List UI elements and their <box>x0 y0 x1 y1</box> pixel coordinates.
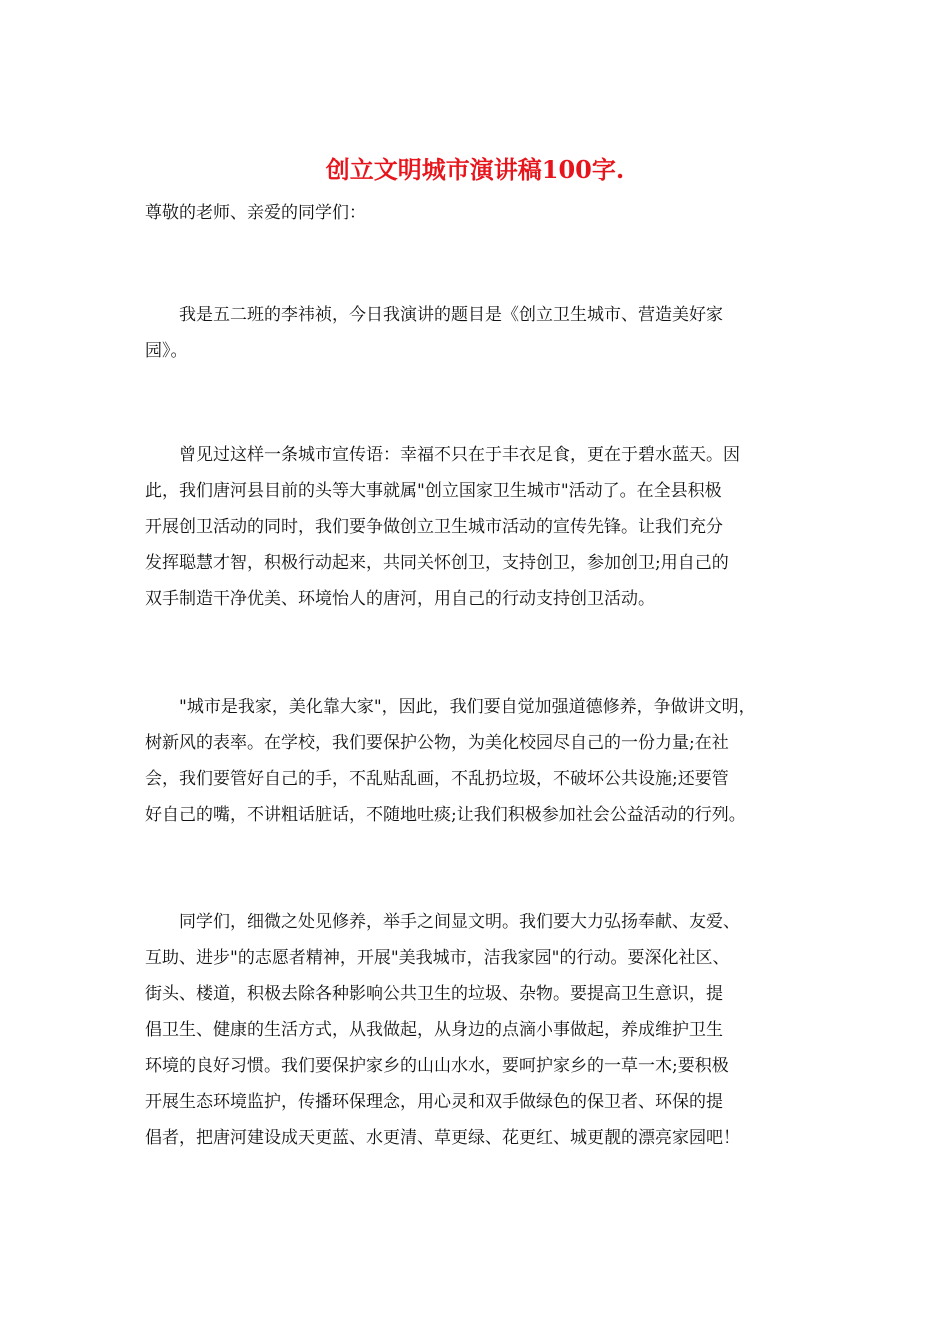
paragraph-line: 倡卫生、健康的生活方式，从我做起，从身边的点滴小事做起，养成维护卫生 <box>145 1020 723 1040</box>
paragraph-2 <box>145 437 825 617</box>
paragraph-line: 好自己的嘴，不讲粗话脏话，不随地吐痰;让我们积极参加社会公益活动的行列。 <box>145 805 746 825</box>
paragraph-line: 开展创卫活动的同时，我们要争做创立卫生城市活动的宣传先锋。让我们充分 <box>145 517 723 537</box>
paragraph-1 <box>145 297 825 369</box>
paragraph-line: 街头、楼道，积极去除各种影响公共卫生的垃圾、杂物。要提高卫生意识，提 <box>145 984 723 1004</box>
paragraph-line: 会，我们要管好自己的手，不乱贴乱画，不乱扔垃圾，不破坏公共设施;还要管 <box>145 769 729 789</box>
paragraph-line: 发挥聪慧才智，积极行动起来，共同关怀创卫，支持创卫，参加创卫;用自己的 <box>145 553 729 573</box>
paragraph-line: 环境的良好习惯。我们要保护家乡的山山水水，要呵护家乡的一草一木;要积极 <box>145 1056 729 1076</box>
paragraph-line: 倡者，把唐河建设成天更蓝、水更清、草更绿、花更红、城更靓的漂亮家园吧！ <box>145 1128 740 1148</box>
document-title: 创立文明城市演讲稿100字. <box>325 155 625 184</box>
paragraph-line: 开展生态环境监护，传播环保理念，用心灵和双手做绿色的保卫者、环保的提 <box>145 1092 723 1112</box>
paragraph-line: 双手制造干净优美、环境怡人的唐河，用自己的行动支持创卫活动。 <box>145 589 655 609</box>
paragraph-line: 同学们，细微之处见修养，举手之间显文明。我们要大力弘扬奉献、友爱、 <box>145 912 740 932</box>
paragraph-4 <box>145 904 825 1156</box>
paragraph-line: 我是五二班的李祎祯，今日我演讲的题目是《创立卫生城市、营造美好家 <box>145 305 723 325</box>
paragraph-line: 园》。 <box>145 341 188 361</box>
paragraph-line: 树新风的表率。在学校，我们要保护公物，为美化校园尽自己的一份力量;在社 <box>145 733 729 753</box>
paragraph-line: "城市是我家，美化靠大家"，因此，我们要自觉加强道德修养，争做讲文明， <box>145 697 756 717</box>
paragraph-line: 互助、进步"的志愿者精神，开展"美我城市，洁我家园"的行动。要深化社区、 <box>145 948 730 968</box>
salutation: 尊敬的老师、亲爱的同学们： <box>145 203 366 223</box>
paragraph-line: 曾见过这样一条城市宣传语：幸福不只在于丰衣足食，更在于碧水蓝天。因 <box>145 445 740 465</box>
paragraph-3 <box>145 689 825 833</box>
paragraph-line: 此，我们唐河县目前的头等大事就属"创立国家卫生城市"活动了。在全县积极 <box>145 481 722 501</box>
